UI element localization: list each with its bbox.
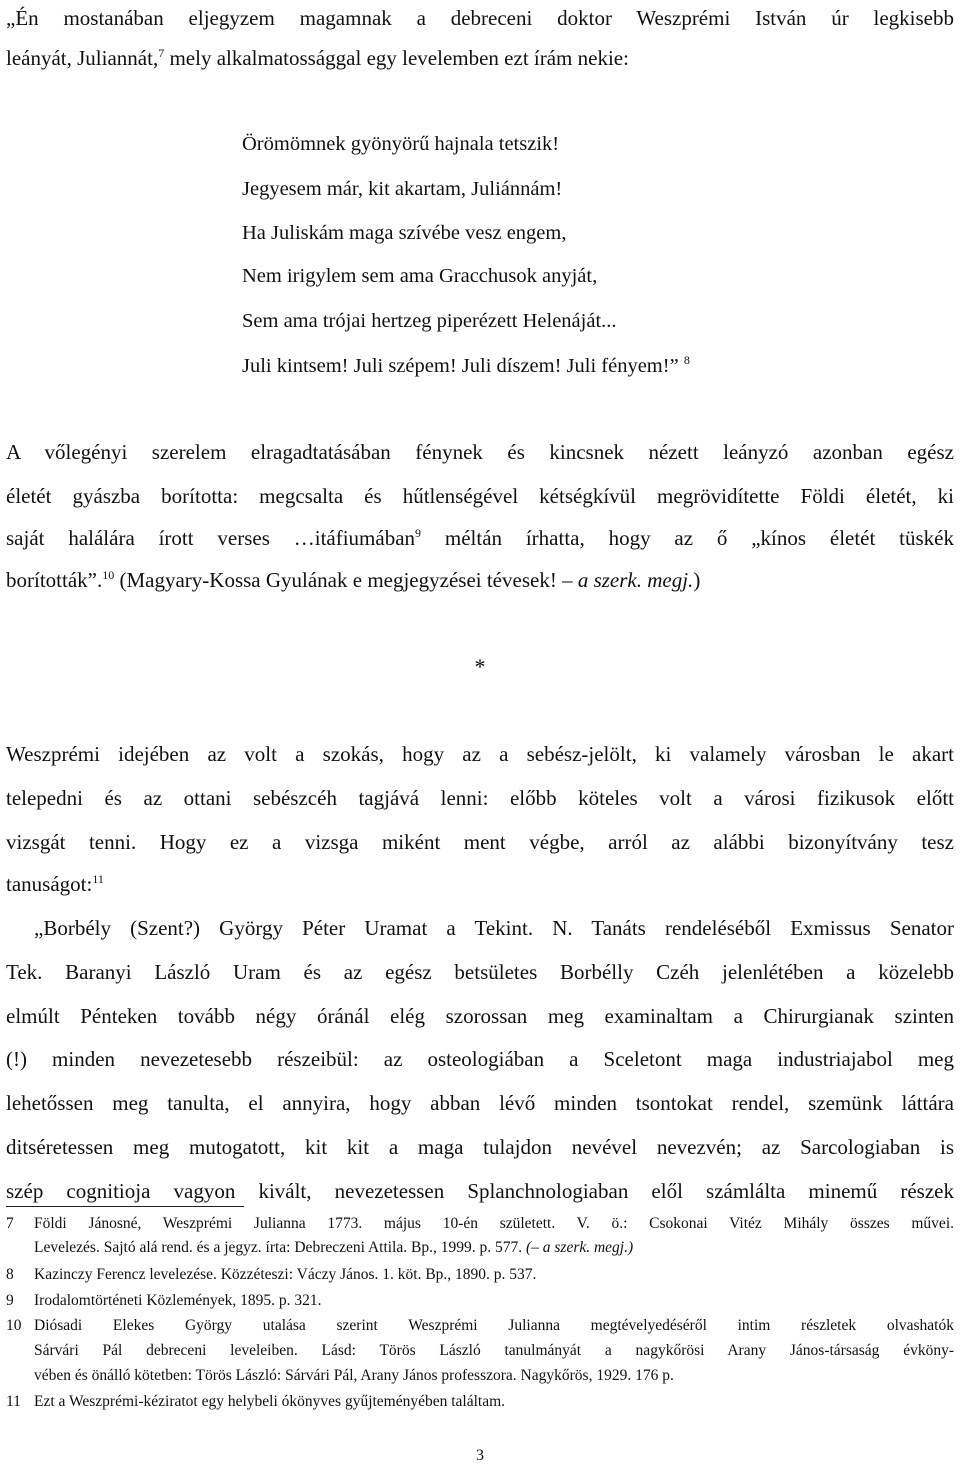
footnote-9-text: Irodalomtörténeti Közlemények, 1895. p. 321. <box>34 1292 322 1309</box>
paragraph-4-line-6: ditséretessen meg mutogatott, kit kit a maga tulajdon nevével nevezvén; az Sarcologiaban is <box>6 1135 954 1159</box>
text: saját halálára írott verses …itáfiumában <box>6 526 416 550</box>
footnote-ref-8[interactable]: 8 <box>683 353 690 367</box>
paragraph-4-line-3: elmúlt Pénteken tovább négy óránál elég szorossan meg examinaltam a Chirurgianak szinten <box>6 1004 954 1028</box>
footnote-7-line-2 <box>34 1238 633 1258</box>
text: mely alkalmatossággal egy levelemben ezt írám nekie: <box>164 46 629 70</box>
verse-line-6 <box>242 352 690 380</box>
editor-note: a szerk. megj. <box>577 568 694 592</box>
footnote-11-text: Ezt a Weszprémi-kéziratot egy helybeli ókönyves gyűjteményében találtam. <box>34 1393 506 1410</box>
paragraph-1-line-1: „Én mostanában eljegyzem magamnak a debreceni doktor Weszprémi István úr legkisebb <box>6 6 954 30</box>
page-number: 3 <box>476 1447 484 1464</box>
text: méltán írhatta, hogy az ő „kínos életét tüskék <box>421 526 954 550</box>
text: (Magyary-Kossa Gyulának e megjegyzései tévesek! – <box>114 568 578 592</box>
footnote-7-number: 7 <box>6 1215 14 1232</box>
footnote-8-text: Kazinczy Ferencz levelezése. Közzéteszi: Váczy János. 1. köt. Bp., 1890. p. 537. <box>34 1266 537 1283</box>
footnote-ref-11[interactable]: 11 <box>92 872 104 886</box>
footnote-11-number: 11 <box>6 1393 21 1410</box>
text: Levelezés. Sajtó alá rend. és a jegyz. írta: Debreczeni Attila. Bp., 1999. p. 577. <box>34 1239 526 1256</box>
verse-line-1: Örömömnek gyönyörű hajnala tetszik! <box>242 133 560 155</box>
footnote-10-number: 10 <box>6 1317 22 1334</box>
verse-line-2: Jegyesem már, kit akartam, Juliánnám! <box>242 178 563 200</box>
verse-line-3: Ha Juliskám maga szívébe vesz engem, <box>242 222 567 244</box>
paragraph-3-line-2: telepedni és az ottani sebészcéh tagjává lenni: előbb köteles volt a városi fizikusok előtt <box>6 786 954 810</box>
footnote-ref-10[interactable]: 10 <box>102 568 115 582</box>
text: borították”. <box>6 568 103 592</box>
text: Juli kintsem! Juli szépem! Juli díszem! Juli fényem!” <box>242 355 679 377</box>
footnote-10-line-3: vében és önálló kötetben: Törös László: Sárvári Pál, Arany János professzora. Nagykőrös, 1929. 176 p. <box>34 1367 674 1384</box>
paragraph-4-line-5: lehetőssen meg tanulta, el annyira, hogy abban lévő minden tsontokat rendel, szemünk láttára <box>6 1091 954 1115</box>
paragraph-1-line-2 <box>6 44 629 72</box>
paragraph-2-line-2: életét gyászba borította: megcsalta és hűtlenségével kétségkívül megrövidítette Földi életét, ki <box>6 484 954 508</box>
paragraph-2-line-1: A vőlegényi szerelem elragadtatásában fénynek és kincsnek nézett leányzó azonban egész <box>6 440 954 464</box>
footnote-9-number: 9 <box>6 1292 14 1309</box>
editor-note: (– a szerk. megj.) <box>525 1239 634 1256</box>
paragraph-3-line-4 <box>6 870 104 898</box>
footnote-ref-9[interactable]: 9 <box>415 526 422 540</box>
footnote-10-line-2: Sárvári Pál debreceni leveleiben. Lásd: Törös László tanulmányát a nagykőrösi Arany János-társaság évköny- <box>34 1342 954 1359</box>
footnote-10-line-1: Diósadi Elekes György utalása szerint Weszprémi Julianna megtévelyedéséről intim részletek olvashatók <box>34 1317 954 1334</box>
verse-line-4: Nem irigylem sem ama Gracchusok anyját, <box>242 265 598 287</box>
footnote-8-number: 8 <box>6 1266 14 1283</box>
paragraph-2-line-4 <box>6 566 700 594</box>
section-separator: * <box>474 654 486 679</box>
paragraph-3-line-3: vizsgát tenni. Hogy ez a vizsga miként ment végbe, arról az alábbi bizonyítvány tesz <box>6 830 954 854</box>
paragraph-4-line-1: „Borbély (Szent?) György Péter Uramat a Tekint. N. Tanáts rendeléséből Exmissus Senator <box>34 916 954 940</box>
footnote-ref-7[interactable]: 7 <box>158 46 165 60</box>
text: leányát, Juliannát, <box>6 46 159 70</box>
text: ) <box>693 568 701 592</box>
footnote-divider <box>6 1206 244 1207</box>
paragraph-3-line-1: Weszprémi idejében az volt a szokás, hogy az a sebész-jelölt, ki valamely városban le akart <box>6 742 954 766</box>
text: tanuságot: <box>6 872 93 896</box>
verse-line-5: Sem ama trójai hertzeg piperézett Helenáját... <box>242 310 617 332</box>
footnote-7-line-1: Földi Jánosné, Weszprémi Julianna 1773. május 10-én született. V. ö.: Csokonai Vitéz Mihály összes művei. <box>34 1215 954 1232</box>
paragraph-4-line-4: (!) minden nevezetesebb részeibül: az osteologiában a Sceletont maga industriajabol meg <box>6 1047 954 1071</box>
paragraph-4-line-7: szép cognitioja vagyon kivált, nevezetessen Splanchnologiaban elől számlálta minemű részek <box>6 1179 954 1203</box>
paragraph-2-line-3 <box>6 524 954 552</box>
paragraph-4-line-2: Tek. Baranyi László Uram és az egész betsületes Borbélly Czéh jelenlétében a közelebb <box>6 960 954 984</box>
